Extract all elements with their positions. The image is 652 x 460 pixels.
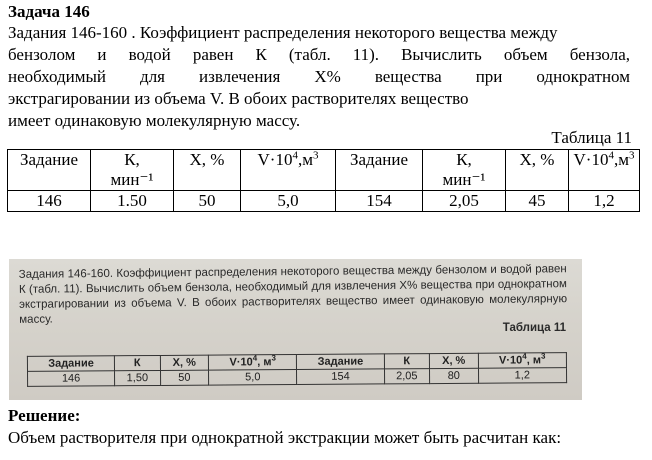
header-cell: $V\cdot 10^4,м^3$ xyxy=(241,150,336,191)
photo-header-cell: $V\cdot 10^4$, $м^3$ xyxy=(208,355,297,371)
header-cell: X, % xyxy=(174,150,241,191)
problem-line: необходимый для извлечения X% вещества при однократном xyxy=(8,67,630,86)
photo-problem-text: Задания 146-160. Коэффициент распределения некоторого вещества между бензолом и водой равен К (табл. 11). Вычислить объем бензола, необходимый для извлечения X% вещества при однократном экстрагировании из объема V. В обоих растворителях вещество имеет одинаковую молекулярную массу. xyxy=(18,263,568,326)
table-caption: Таблица 11 xyxy=(551,128,632,147)
photo-header-cell: Задание xyxy=(297,354,384,370)
photo-table xyxy=(27,352,567,387)
problem-line: бензолом и водой равен К (табл. 11). Вычислить объем бензола, xyxy=(8,45,630,64)
table-cell: 45 xyxy=(506,191,569,212)
table-cell: 5,0 xyxy=(241,191,336,212)
solution-heading: Решение: xyxy=(8,406,81,425)
task-title: Задача 146 xyxy=(8,2,90,21)
table-cell: 146 xyxy=(8,191,91,212)
table-cell: 2,05 xyxy=(423,191,506,212)
data-table xyxy=(7,149,640,212)
table-cell: 50 xyxy=(174,191,241,212)
problem-line: имеет одинаковую молекулярную массу. xyxy=(8,111,301,130)
photo-table-cell: 5,0 xyxy=(209,370,298,386)
photo-header-cell: X, % xyxy=(429,353,478,368)
header-cell: Задание xyxy=(8,150,91,191)
photo-header-cell: Задание xyxy=(27,356,114,372)
photo-table-cell: 50 xyxy=(160,370,209,385)
table-cell: 1.50 xyxy=(91,191,174,212)
photo-table-row xyxy=(28,368,567,387)
photo-table-cell: 146 xyxy=(28,371,115,387)
solution-text: Объем растворителя при однократной экстракции может быть расчитан как: xyxy=(8,428,562,447)
photo-table-cell: 1,50 xyxy=(115,370,161,385)
photo-table-cell: 1,2 xyxy=(478,368,567,384)
photo-header-cell: К xyxy=(384,354,430,369)
photo-table-cell: 80 xyxy=(429,368,478,383)
header-cell: X, % xyxy=(506,150,569,191)
photo-header-cell: $V\cdot 10^4$, $м^3$ xyxy=(478,353,567,369)
header-cell: Задание xyxy=(336,150,423,191)
photo-header-cell: X, % xyxy=(160,355,209,370)
photo-table-cell: 154 xyxy=(297,369,384,385)
table-cell: 154 xyxy=(336,191,423,212)
header-cell: $V\cdot 10^4,м^3$ xyxy=(569,150,640,191)
photo-table-caption: Таблица 11 xyxy=(502,322,566,334)
header-cell: К, мин⁻¹ xyxy=(423,150,506,191)
table-row xyxy=(8,191,640,212)
problem-line: экстрагировании из объема V. В обоих растворителях вещество xyxy=(8,89,469,108)
problem-statement xyxy=(8,22,630,132)
photo-table-cell: 2,05 xyxy=(384,369,430,384)
photo-header-cell: К xyxy=(114,355,160,370)
problem-line: Задания 146-160 . Коэффициент распределения некоторого вещества между xyxy=(8,23,558,42)
table-header-row xyxy=(8,150,640,191)
header-cell: К, мин⁻¹ xyxy=(91,150,174,191)
table-cell: 1,2 xyxy=(569,191,640,212)
scanned-photo xyxy=(9,259,582,400)
